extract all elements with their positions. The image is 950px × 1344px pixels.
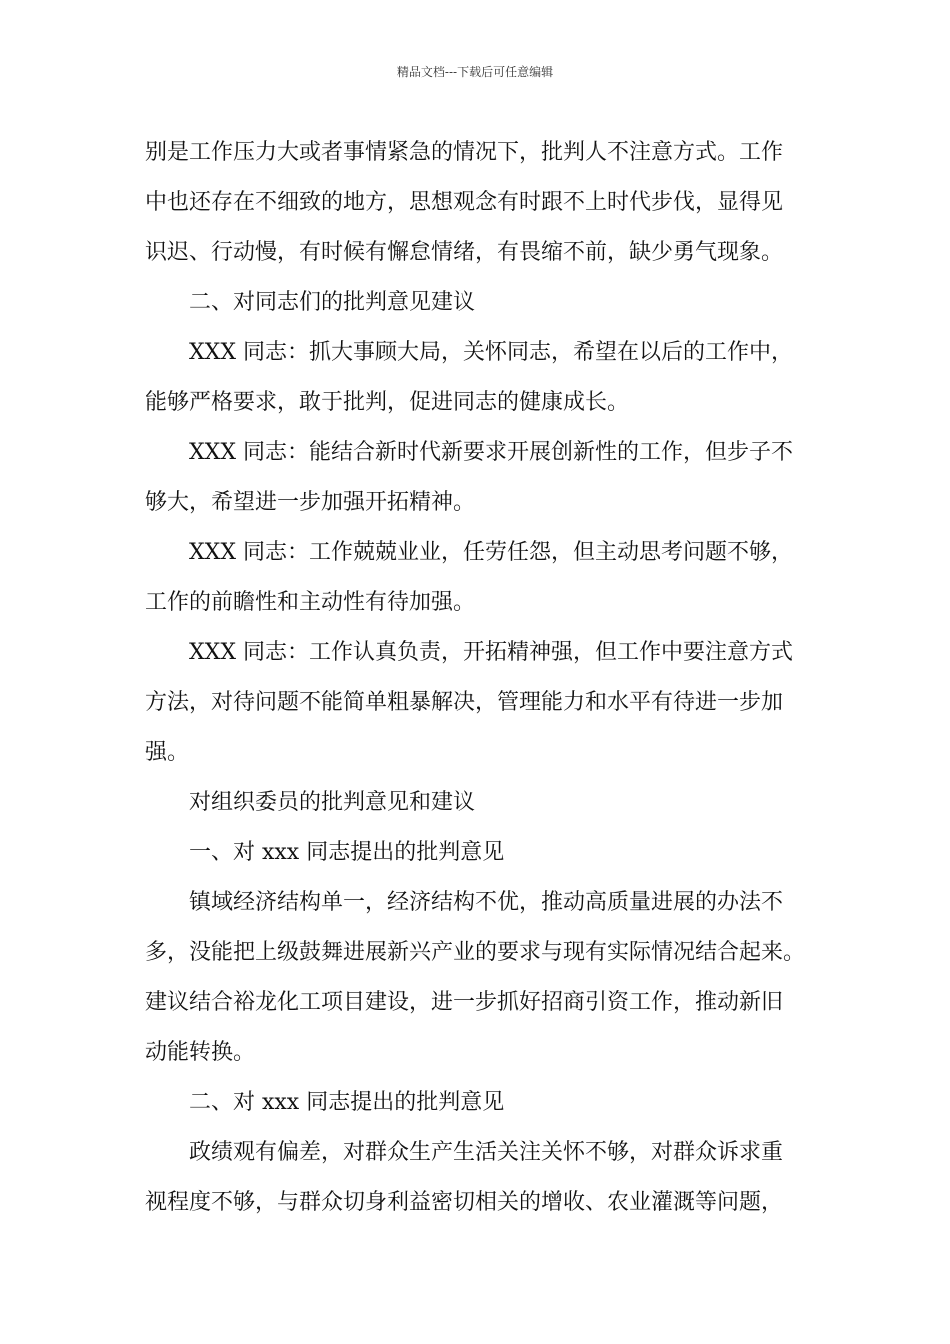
text-line: 识迟、行动慢，有时候有懈怠情绪，有畏缩不前，缺少勇气现象。 [145,240,784,265]
page-header: 精品文档---下载后可任意编辑 [396,65,554,79]
text-line: 工作的前瞻性和主动性有待加强。 [145,590,476,615]
text-line: 中也还存在不细致的地方，思想观念有时跟不上时代步伐，显得见 [145,190,784,215]
text-line: 政绩观有偏差，对群众生产生活关注关怀不够，对群众诉求重 [189,1140,784,1165]
text-line: 能够严格要求，敢于批判，促进同志的健康成长。 [145,390,630,415]
text-line: XXX 同志：工作兢兢业业，任劳任怨，但主动思考问题不够， [189,540,793,565]
text-line: 镇域经济结构单一，经济结构不优，推动高质量进展的办法不 [189,890,784,915]
text-line: 对组织委员的批判意见和建议 [189,790,476,815]
text-line: 多，没能把上级鼓舞进展新兴产业的要求与现有实际情况结合起来。 [145,940,806,965]
text-line: 视程度不够，与群众切身利益密切相关的增收、农业灌溉等问题， [145,1190,784,1215]
text-line: 建议结合裕龙化工项目建设，进一步抓好招商引资工作，推动新旧 [145,990,784,1015]
text-line: 够大，希望进一步加强开拓精神。 [145,490,476,515]
document-body [145,128,825,1228]
text-line: 二、对 xxx 同志提出的批判意见 [189,1090,505,1115]
text-lines [145,128,825,1228]
text-line: 方法，对待问题不能简单粗暴解决，管理能力和水平有待进一步加 [145,690,784,715]
text-line: XXX 同志：抓大事顾大局，关怀同志，希望在以后的工作中， [189,340,793,365]
text-line: 一、对 xxx 同志提出的批判意见 [189,840,505,865]
text-line: XXX 同志：工作认真负责，开拓精神强，但工作中要注意方式 [189,640,793,665]
text-line: 强。 [145,740,190,765]
text-line: 别是工作压力大或者事情紧急的情况下，批判人不注意方式。工作 [145,140,784,165]
text-line: XXX 同志：能结合新时代新要求开展创新性的工作，但步子不 [189,440,793,465]
text-line: 动能转换。 [145,1040,256,1065]
text-line: 二、对同志们的批判意见建议 [189,290,476,315]
